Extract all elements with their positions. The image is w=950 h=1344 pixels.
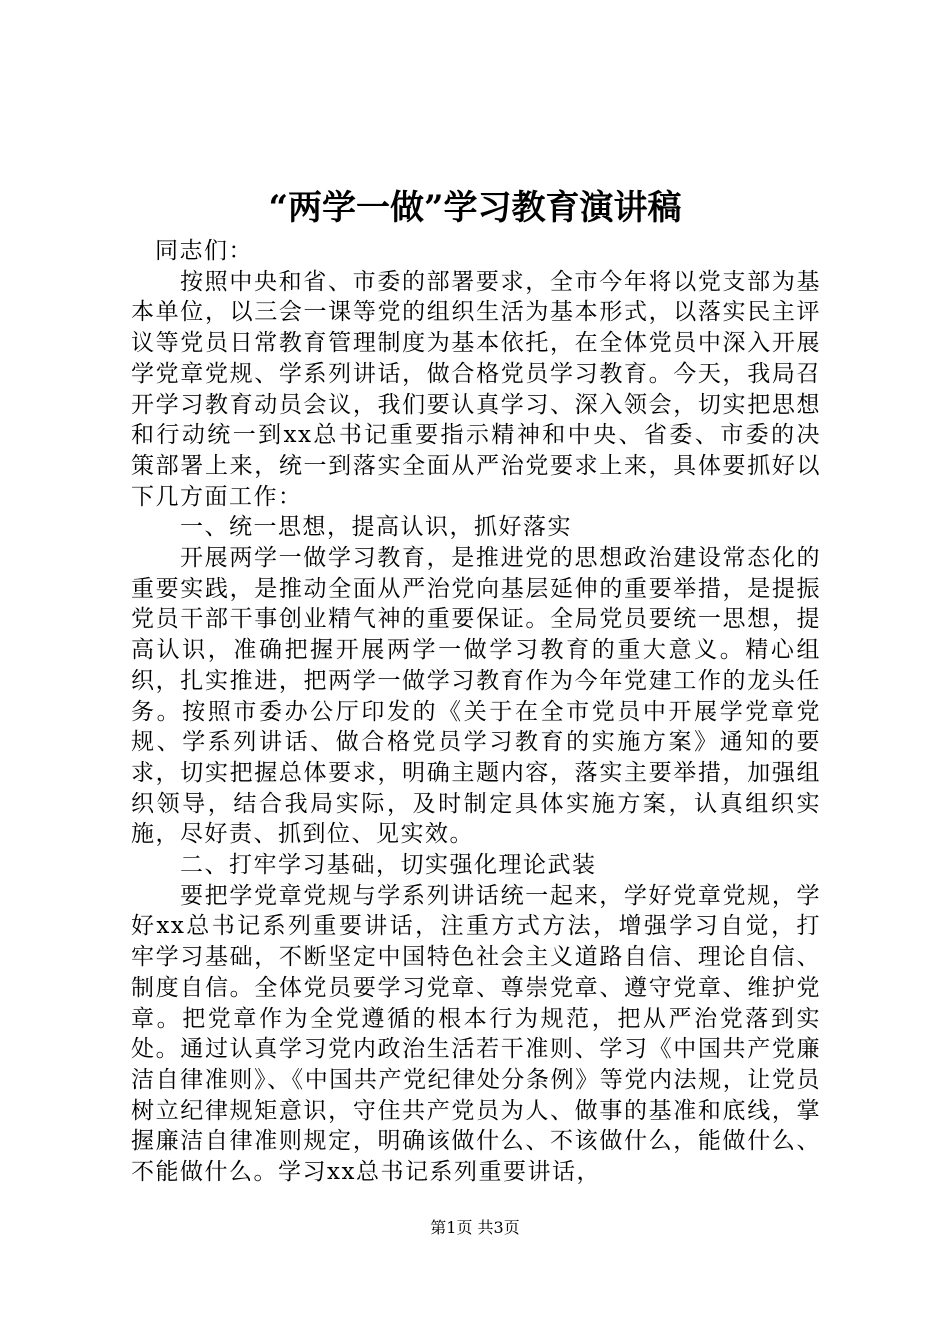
page-number-footer: 第1页 共3页 [430, 1218, 520, 1237]
section-heading-2: 二、打牢学习基础，切实强化理论武装 [180, 852, 597, 879]
paragraph-section-1: 开展两学一做学习教育，是推进党的思想政治建设常态化的重要实践，是推动全面从严治党向基层延伸的重要举措，是提振党员干部干事创业精气神的重要保证。全局党员要统一思想，提高认识，准确把握开展两学一做学习教育的重大意义。精心组织，扎实推进，把两学一做学习教育作为今年党建工作的龙头任务。按照市委办公厅印发的《关于在全市党员中开展学党章党规、学系列讲话、做合格党员学习教育的实施方案》通知的要求，切实把握总体要求，明确主题内容，落实主要举措，加强组织领导，结合我局实际，及时制定具体实施方案，认真组织实施，尽好责、抓到位、见实效。 [131, 545, 821, 848]
document-body [131, 236, 821, 1188]
paragraph-intro: 按照中央和省、市委的部署要求，全市今年将以党支部为基本单位，以三会一课等党的组织生活为基本形式，以落实民主评议等党员日常教育管理制度为基本依托，在全体党员中深入开展学党章党规、学系列讲话，做合格党员学习教育。今天，我局召开学习教育动员会议，我们要认真学习、深入领会，切实把思想和行动统一到xx总书记重要指示精神和中央、省委、市委的决策部署上来，统一到落实全面从严治党要求上来，具体要抓好以下几方面工作： [131, 268, 821, 510]
section-heading-1: 一、统一思想，提高认识，抓好落实 [180, 514, 572, 541]
paragraph-section-2: 要把学党章党规与学系列讲话统一起来，学好党章党规，学好xx总书记系列重要讲话，注重方式方法，增强学习自觉，打牢学习基础，不断坚定中国特色社会主义道路自信、理论自信、制度自信。全体党员要学习党章、尊崇党章、遵守党章、维护党章。把党章作为全党遵循的根本行为规范，把从严治党落到实处。通过认真学习党内政治生活若干准则、学习《中国共产党廉洁自律准则》、《中国共产党纪律处分条例》等党内法规，让党员树立纪律规矩意识，守住共产党员为人、做事的基准和底线，掌握廉洁自律准则规定，明确该做什么、不该做什么，能做什么、不能做什么。学习xx总书记系列重要讲话， [131, 882, 821, 1186]
salutation: 同志们： [155, 238, 253, 264]
document-title: “两学一做”学习教育演讲稿 [268, 188, 682, 228]
